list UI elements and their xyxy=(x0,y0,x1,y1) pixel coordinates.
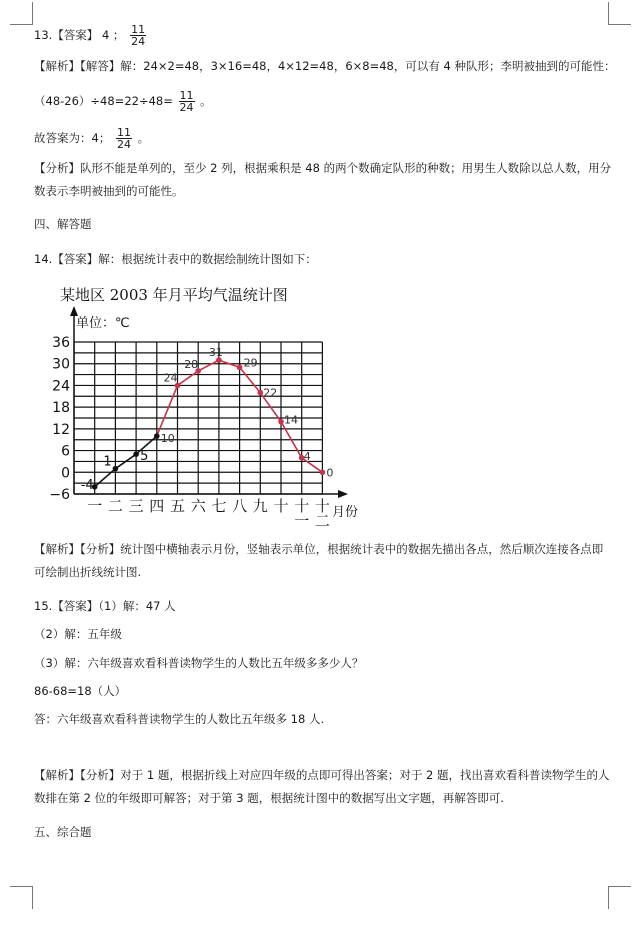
y-tick-label: 36 xyxy=(52,335,70,351)
q15-part2: （2）解：五年级 xyxy=(34,627,122,641)
crop-mark-top-left xyxy=(10,2,33,25)
temperature-line-chart xyxy=(34,280,374,530)
data-label: -4 xyxy=(80,477,94,493)
series-segment xyxy=(95,469,116,487)
crop-mark-bottom-right xyxy=(608,886,631,909)
x-tick-label: 四 xyxy=(149,497,165,515)
x-tick-label: 八 xyxy=(232,497,248,515)
q15-part3: （3）解：六年级喜欢看科普读物学生的人数比五年级多多少人？ xyxy=(34,656,364,670)
x-tick-label: 三 xyxy=(128,497,144,515)
data-label: 29 xyxy=(243,356,258,370)
data-label: 1 xyxy=(103,454,112,470)
x-tick-label-second-char: 一 xyxy=(294,512,310,530)
q13-analysis-fraction: $\frac{11}{24}$ xyxy=(179,89,194,114)
x-tick-label-second-char: 二 xyxy=(314,512,330,530)
chart-axes xyxy=(70,306,348,498)
series-segment xyxy=(198,360,219,371)
data-label: 24 xyxy=(163,371,178,385)
data-labels xyxy=(81,346,334,493)
q13-answer xyxy=(34,24,148,47)
q15-answer: 15.【答案】（1）解：47 人 xyxy=(34,599,176,613)
q14-answer: 14.【答案】解：根据统计表中的数据绘制统计图如下： xyxy=(34,252,317,266)
q13-answer-text: 13.【答案】 4 ； xyxy=(34,28,125,42)
crop-mark-top-right xyxy=(608,2,631,25)
data-point xyxy=(154,433,160,439)
q14-analysis: 【解析】【分析】统计图中横轴表示月份，竖轴表示单位，根据统计表中的数据先描出各点，然后顺次连接各点即可绘制出折线统计图. xyxy=(34,542,604,579)
y-tick-label: 0 xyxy=(61,465,70,482)
data-point xyxy=(133,451,139,457)
data-label: 4 xyxy=(303,449,311,463)
y-tick-labels xyxy=(49,335,70,503)
y-tick-label: 24 xyxy=(52,378,70,395)
x-tick-label: 十 xyxy=(273,497,289,515)
q13-analysis-line1: 【解析】【解答】解：24×2=48，3×16=48，4×12=48，6×8=48，可以有 4 种队形；李明被抽到的可能性： xyxy=(34,59,616,73)
data-point xyxy=(113,466,119,472)
q13-answer-fraction: $\frac{11}{24}$ xyxy=(131,23,146,48)
data-label: 5 xyxy=(140,449,149,465)
y-axis-label: 单位：℃ xyxy=(76,316,130,331)
y-tick-label: 6 xyxy=(61,443,70,460)
series-segment xyxy=(178,371,199,385)
q15-calculation: 86-68=18（人） xyxy=(34,684,127,698)
q13-conclusion: 故答案为：4； $\frac{11}{24}$ 。 xyxy=(34,126,150,151)
q15-analysis: 【解析】【分析】对于 1 题，根据折线上对应四年级的点即可得出答案；对于 2 题，找出喜欢看科普读物学生的人数排在第 2 位的年级即可解答；对于第 3 题，根据统计图中的数据写出文字题，再解答即可. xyxy=(34,768,610,805)
section-5-heading: 五、综合题 xyxy=(34,825,92,839)
q13-note: 【分析】队形不能是单列的，至少 2 列，根据乘积是 48 的两个数确定队形的种数；用男生人数除以总人数，用分数表示李明被抽到的可能性。 xyxy=(34,161,612,198)
q15-reply: 答：六年级喜欢看科普读物学生的人数比五年级多 18 人. xyxy=(34,712,325,726)
x-tick-label: 一 xyxy=(87,497,103,515)
data-label: 14 xyxy=(284,413,298,427)
data-point xyxy=(278,419,284,425)
section-4-heading: 四、解答题 xyxy=(34,217,92,231)
data-label: 31 xyxy=(208,346,223,360)
series-segment xyxy=(240,367,261,392)
data-point xyxy=(237,365,243,371)
data-point xyxy=(258,390,264,396)
data-label: 10 xyxy=(160,432,175,446)
chart-title: 某地区 2003 年月平均气温统计图 xyxy=(60,286,288,304)
x-tick-label: 七 xyxy=(211,497,227,515)
x-tick-label: 九 xyxy=(252,497,268,515)
q13-conclusion-fraction: $\frac{11}{24}$ xyxy=(116,126,131,151)
y-tick-label: 12 xyxy=(52,421,70,438)
q13-analysis-line2: （48-26）÷48=22÷48= $\frac{11}{24}$ 。 xyxy=(34,89,212,114)
x-tick-label: 六 xyxy=(190,497,206,515)
x-tick-label: 五 xyxy=(169,497,186,515)
x-tick-label: 十 xyxy=(314,497,330,515)
data-label: 28 xyxy=(184,357,199,371)
x-tick-label: 十 xyxy=(294,497,310,515)
x-tick-label: 二 xyxy=(107,497,123,515)
data-label: 0 xyxy=(326,466,334,480)
x-axis-label: 月份 xyxy=(332,505,359,520)
crop-mark-bottom-left xyxy=(10,886,33,909)
y-tick-label: 18 xyxy=(52,400,70,417)
y-tick-label: −6 xyxy=(49,487,70,503)
y-tick-label: 30 xyxy=(52,356,70,373)
data-point xyxy=(320,469,326,475)
data-label: 22 xyxy=(263,386,278,400)
x-axis-arrow xyxy=(338,490,348,498)
x-tick-labels xyxy=(87,497,330,530)
y-axis-arrow xyxy=(70,306,78,316)
